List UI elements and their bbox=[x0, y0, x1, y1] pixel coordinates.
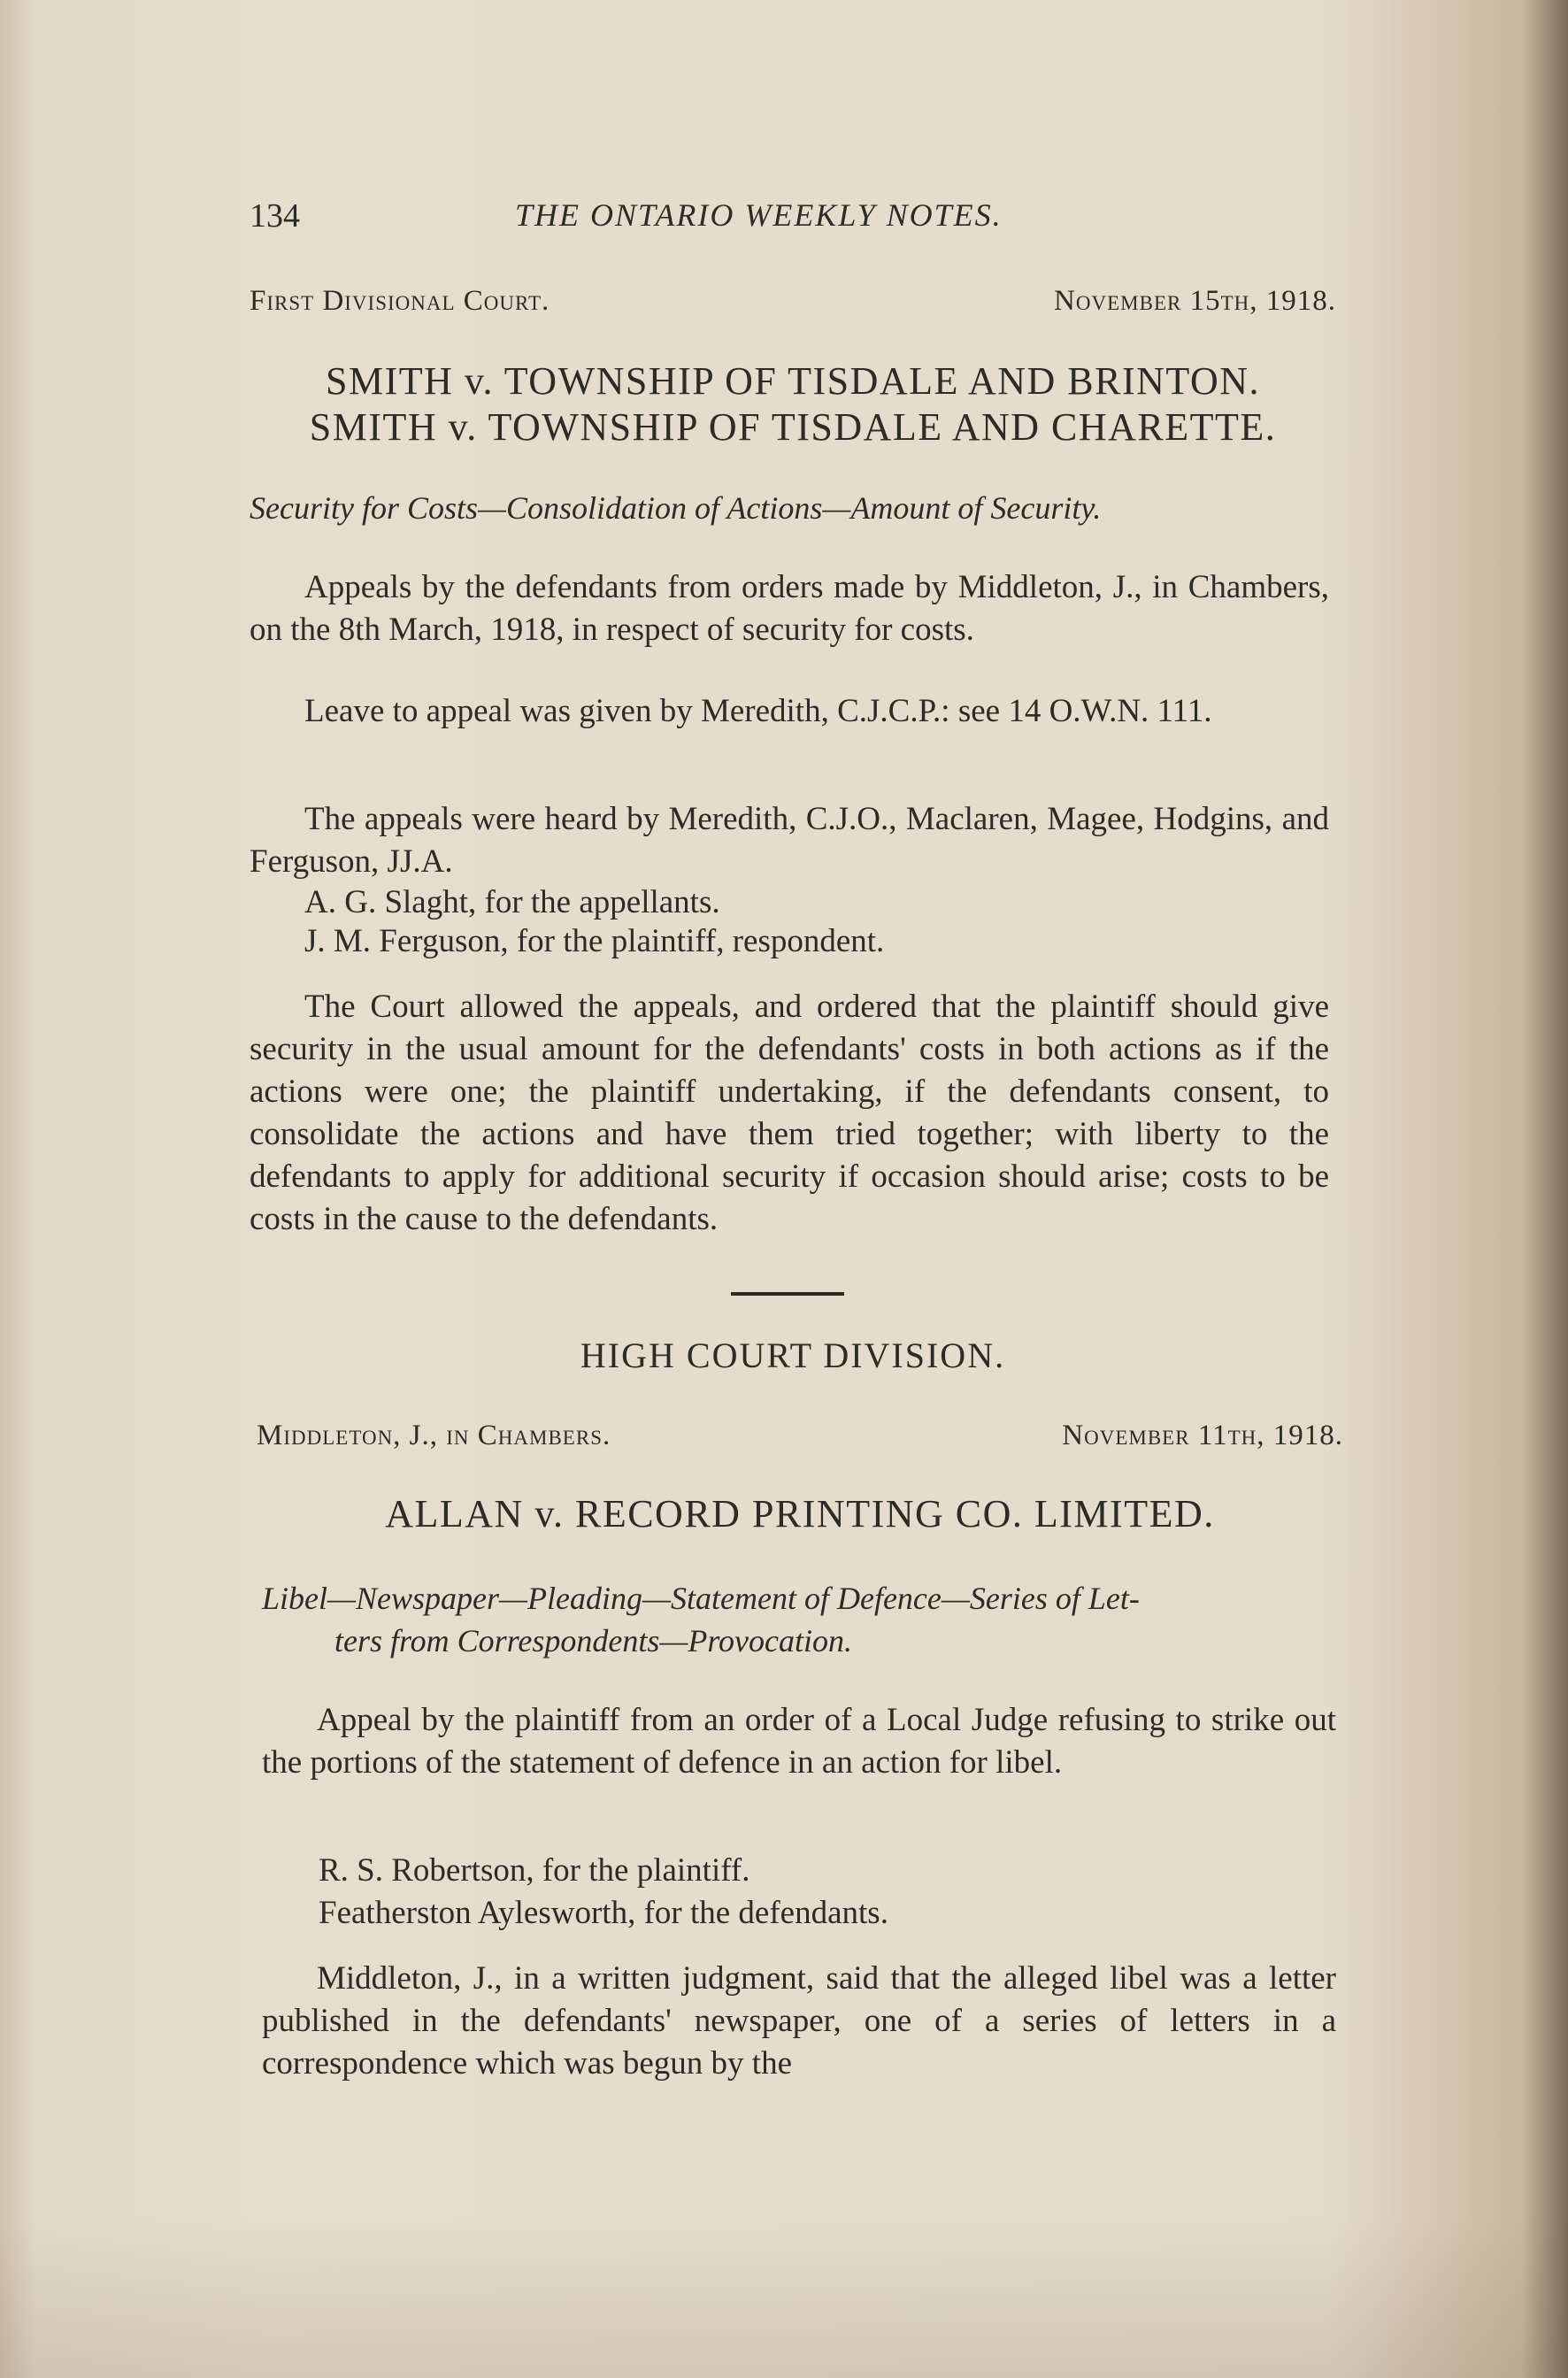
case1-court: First Divisional Court. bbox=[250, 285, 550, 317]
case1-title-line1: SMITH v. TOWNSHIP OF TISDALE AND BRINTON. bbox=[325, 359, 1261, 403]
journal-title: THE ONTARIO WEEKLY NOTES. bbox=[515, 197, 1003, 233]
case2-headnote-line1: Libel—Newspaper—Pleading—Statement of Defence—Series of Let- bbox=[262, 1581, 1140, 1616]
case1-meta bbox=[250, 285, 1336, 318]
case2-appeal-paragraph: Appeal by the plaintiff from an order of a Local Judge refusing to strike out the portions of the statement of defence in an action for libel. bbox=[262, 1702, 1336, 1781]
case1-leave-paragraph: Leave to appeal was given by Meredith, C.J.C.P.: see 14 O.W.N. 111. bbox=[304, 693, 1212, 729]
case2-date: November 11th, 1918. bbox=[1062, 1420, 1343, 1451]
section-divider bbox=[731, 1292, 844, 1296]
case1-appeal-paragraph: Appeals by the defendants from orders made by Middleton, J., in Chambers, on the 8th March, 1918, in respect of security for costs. bbox=[250, 569, 1329, 648]
page-number: 134 bbox=[250, 197, 300, 235]
case1-date: November 15th, 1918. bbox=[1054, 285, 1336, 317]
case1-headnote: Security for Costs—Consolidation of Actions—Amount of Security. bbox=[250, 490, 1102, 526]
case2-meta bbox=[257, 1420, 1343, 1452]
page-shadow bbox=[0, 2219, 1568, 2378]
case1-heard-paragraph: The appeals were heard by Meredith, C.J.O., Maclaren, Magee, Hodgins, and Ferguson, JJ.A. bbox=[250, 801, 1329, 880]
case2-title: ALLAN v. RECORD PRINTING CO. LIMITED. bbox=[385, 1492, 1215, 1535]
case2-court: Middleton, J., in Chambers. bbox=[257, 1420, 611, 1451]
case1-judgment-paragraph: The Court allowed the appeals, and ordered that the plaintiff should give security in the usual amount for the defendants' costs in both actions as if the actions were one; the plaintiff undertaking, if the defendants consent, to consolidate the actions and have them tried together; with liberty to the defendants to apply for additional security if occasion should arise; costs to be costs in the cause to the defendants. bbox=[250, 989, 1329, 1237]
running-head bbox=[250, 196, 1336, 241]
case1-counsel-respondent: J. M. Ferguson, for the plaintiff, respondent. bbox=[304, 923, 885, 959]
case1-counsel-appellants: A. G. Slaght, for the appellants. bbox=[304, 884, 720, 920]
section-heading: HIGH COURT DIVISION. bbox=[580, 1335, 1006, 1375]
case1-title-line2: SMITH v. TOWNSHIP OF TISDALE AND CHARETTE. bbox=[309, 405, 1277, 449]
case2-headnote-line2: ters from Correspondents—Provocation. bbox=[334, 1623, 852, 1658]
case2-counsel-defendants: Featherston Aylesworth, for the defendants. bbox=[319, 1895, 888, 1931]
case2-judgment-paragraph: Middleton, J., in a written judgment, said that the alleged libel was a letter published in the defendants' newspaper, one of a series of letters in a correspondence which was begun by the bbox=[262, 1960, 1336, 2082]
case2-counsel-plaintiff: R. S. Robertson, for the plaintiff. bbox=[319, 1852, 750, 1889]
